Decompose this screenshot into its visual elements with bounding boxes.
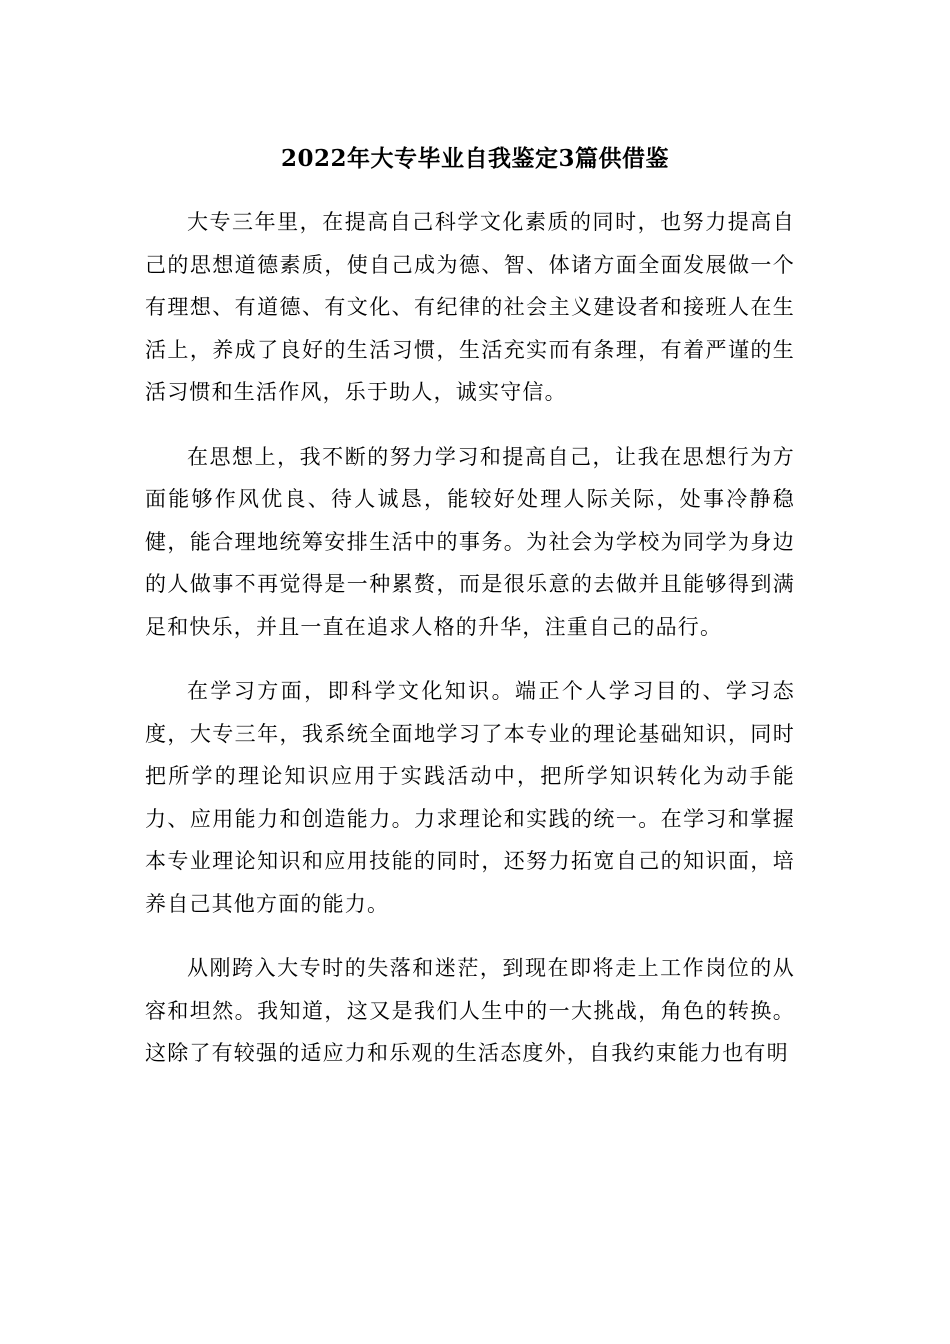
document-body xyxy=(145,201,795,1097)
paragraph-4: 从刚跨入大专时的失落和迷茫，到现在即将走上工作岗位的从容和坦然。我知道，这又是我们人生中的一大挑战，角色的转换。这除了有较强的适应力和乐观的生活态度外，自我约束能力也有明 xyxy=(145,956,795,1065)
paragraph-3: 在学习方面，即科学文化知识。端正个人学习目的、学习态度，大专三年，我系统全面地学习了本专业的理论基础知识，同时把所学的理论知识应用于实践活动中，把所学知识转化为动手能力、应用能力和创造能力。力求理论和实践的统一。在学习和掌握本专业理论知识和应用技能的同时，还努力拓宽自己的知识面，培养自己其他方面的能力。 xyxy=(145,679,795,916)
document-title: 2022年大专毕业自我鉴定3篇供借鉴 xyxy=(280,145,670,172)
paragraph-2: 在思想上，我不断的努力学习和提高自己，让我在思想行为方面能够作风优良、待人诚恳，能较好处理人际关际，处事冷静稳健，能合理地统筹安排生活中的事务。为社会为学校为同学为身边的人做事不再觉得是一种累赘，而是很乐意的去做并且能够得到满足和快乐，并且一直在追求人格的升华，注重自己的品行。 xyxy=(145,444,795,639)
paragraph-1: 大专三年里，在提高自己科学文化素质的同时，也努力提高自己的思想道德素质，使自己成为德、智、体诸方面全面发展做一个有理想、有道德、有文化、有纪律的社会主义建设者和接班人在生活上，养成了良好的生活习惯，生活充实而有条理，有着严谨的生活习惯和生活作风，乐于助人，诚实守信。 xyxy=(145,210,795,404)
